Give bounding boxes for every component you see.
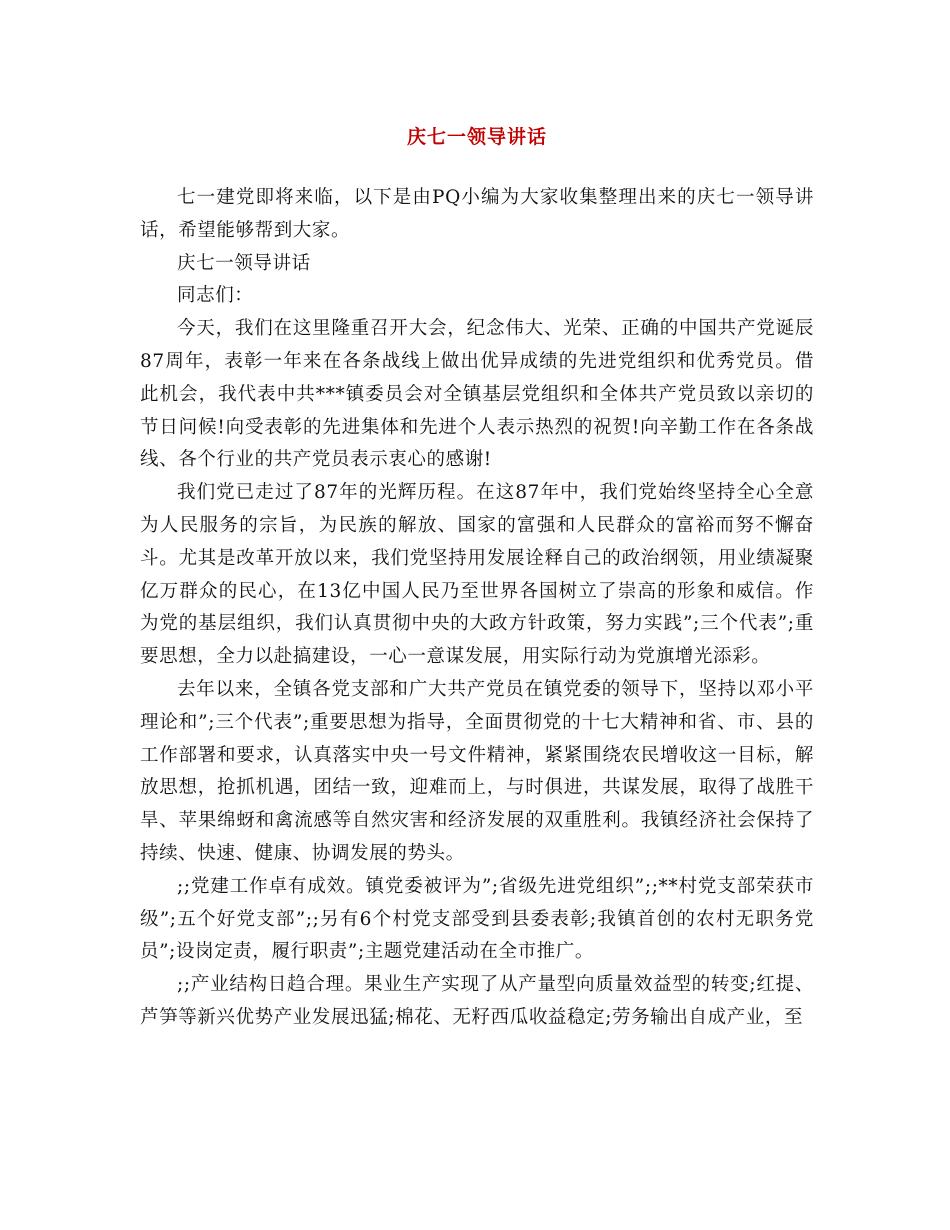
- document-title: 庆七一领导讲话: [406, 126, 547, 148]
- speech-heading: 庆七一领导讲话: [177, 252, 311, 274]
- intro-paragraph: 七一建党即将来临，以下是由PQ小编为大家收集整理出来的庆七一领导讲话，希望能够帮到大家。: [140, 187, 814, 241]
- body-paragraph: 今天，我们在这里隆重召开大会，纪念伟大、光荣、正确的中国共产党诞辰87周年，表彰一年来在各条战线上做出优异成绩的先进党组织和优秀党员。借此机会，我代表中共***镇委员会对全镇基层党组织和全体共产党员致以亲切的节日问候!向受表彰的先进集体和先进个人表示热烈的祝贺!向辛勤工作在各条战线、各个行业的共产党员表示衷心的感谢!: [140, 318, 814, 471]
- salutation: 同志们：: [177, 285, 254, 307]
- body-paragraph: 我们党已走过了87年的光辉历程。在这87年中，我们党始终坚持全心全意为人民服务的宗旨，为民族的解放、国家的富强和人民群众的富裕而努不懈奋斗。尤其是改革开放以来，我们党坚持用发展诠释自己的政治纲领，用业绩凝聚亿万群众的民心，在13亿中国人民乃至世界各国树立了崇高的形象和威信。作为党的基层组织，我们认真贯彻中央的大政方针政策，努力实践”;三个代表”;重要思想，全力以赴搞建设，一心一意谋发展，用实际行动为党旗增光添彩。: [140, 482, 814, 668]
- document-body: [140, 182, 814, 1035]
- body-paragraph: ;;产业结构日趋合理。果业生产实现了从产量型向质量效益型的转变;红提、芦笋等新兴优势产业发展迅猛;棉花、无籽西瓜收益稳定;劳务输出自成产业，至: [140, 974, 814, 1028]
- body-paragraph: ;;党建工作卓有成效。镇党委被评为”;省级先进党组织”;;**村党支部荣获市级”;五个好党支部”;;另有6个村党支部受到县委表彰;我镇首创的农村无职务党员”;设岗定责，履行职责”;主题党建活动在全市推广。: [140, 875, 814, 963]
- body-paragraph: 去年以来，全镇各党支部和广大共产党员在镇党委的领导下，坚持以邓小平理论和”;三个代表”;重要思想为指导，全面贯彻党的十七大精神和省、市、县的工作部署和要求，认真落实中央一号文件精神，紧紧围绕农民增收这一目标，解放思想，抢抓机遇，团结一致，迎难而上，与时俱进，共谋发展，取得了战胜干旱、苹果绵蚜和禽流感等自然灾害和经济发展的双重胜利。我镇经济社会保持了持续、快速、健康、协调发展的势头。: [140, 678, 814, 864]
